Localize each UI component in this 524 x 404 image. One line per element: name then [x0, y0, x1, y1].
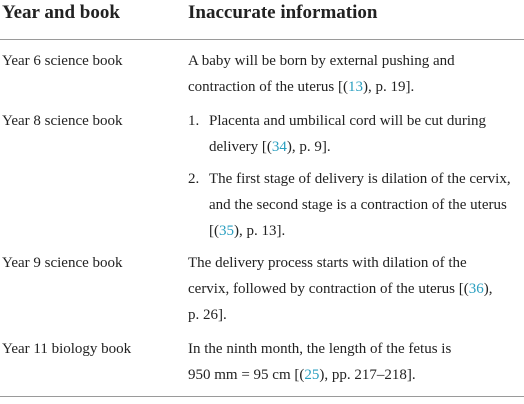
row-3-line-1: The delivery process starts with dilation of the [188, 255, 467, 271]
row-2-item-1-line-2: delivery [(34), p. 9]. [209, 139, 331, 155]
row-3-book: Year 9 science book [2, 255, 123, 271]
row-4-book: Year 11 biology book [2, 341, 132, 357]
item-number: 2. [188, 171, 200, 187]
row-2-item-2-line-3: [(35), p. 13]. [209, 223, 286, 239]
row-2-item-2-line-1: The first stage of delivery is dilation of the cervix, [209, 171, 511, 187]
row-4-line-1: In the ninth month, the length of the fetus is [188, 341, 452, 357]
bottom-rule [0, 396, 524, 397]
row-1-line-2: contraction of the uterus [(13), p. 19]. [188, 79, 415, 95]
reference-link-35[interactable]: 35 [219, 223, 234, 239]
reference-link-13[interactable]: 13 [347, 79, 363, 95]
row-2-item-1-line-1: Placenta and umbilical cord will be cut during [209, 113, 487, 129]
row-1-info [188, 48, 522, 100]
row-3-line-3: p. 26]. [188, 307, 227, 323]
row-2-item-2-line-2: and the second stage is a contraction of the uterus [209, 197, 507, 213]
row-4-line-2: 950 mm = 95 cm [(25), pp. 217–218]. [188, 367, 416, 383]
header-year-and-book: Year and book [2, 2, 120, 23]
reference-link-25[interactable]: 25 [304, 367, 320, 383]
row-2-book: Year 8 science book [2, 113, 123, 129]
row-4-info [188, 336, 522, 388]
row-1-line-1: A baby will be born by external pushing and [188, 53, 455, 69]
header-rule [0, 39, 524, 40]
reference-link-36[interactable]: 36 [468, 281, 484, 297]
reference-link-34[interactable]: 34 [271, 139, 287, 155]
row-3-line-2: cervix, followed by contraction of the uterus [(36), [188, 281, 493, 297]
item-number: 1. [188, 113, 200, 129]
row-1-book: Year 6 science book [2, 53, 123, 69]
row-3-info [188, 250, 522, 328]
header-inaccurate-information: Inaccurate information [188, 2, 378, 23]
